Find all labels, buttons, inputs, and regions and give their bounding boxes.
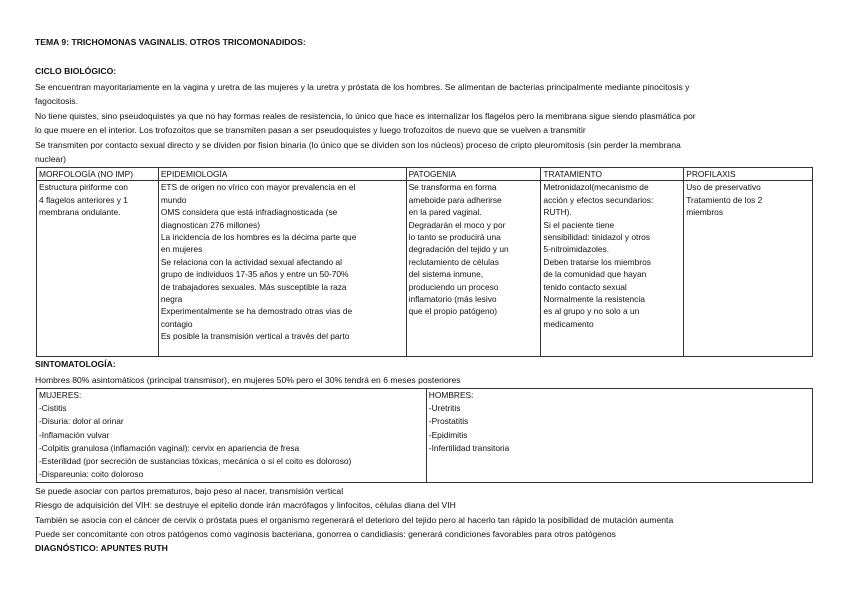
cell-line: 5-nitroimidazoles.	[543, 244, 610, 255]
cell-line: 4 flagelos anteriores y 1	[39, 194, 128, 205]
cell-line: sensibilidad: tinidazol y otros	[543, 232, 651, 243]
cell-line: Se transforma en forma	[408, 182, 497, 193]
symptom-item: -Epidimitis	[428, 429, 468, 440]
cell-line: tenido contacto sexual	[543, 281, 627, 292]
cell-line: ETS de origen no vírico con mayor prevalencia en el	[160, 182, 356, 193]
cell-line: inflamatorio (más lesivo	[408, 294, 497, 305]
header-profilaxis: PROFILAXIS	[684, 168, 813, 181]
cell-line: del sistema inmune,	[408, 269, 484, 280]
cell-line: ameboide para adherirse	[408, 194, 502, 205]
ciclo-paragraph-line: Se transmiten por contacto sexual directo y se dividen por fision binaria (lo único que se dividen son los núcleos) proceso de cripto pleuromitosis (sin perder la membrana	[35, 140, 681, 150]
cell-line: diagnostican 276 millones)	[160, 219, 261, 230]
symptom-item: -Esterilidad (por secreción de sustancias tóxicas, mecánica o si el coito es doloroso)	[39, 456, 352, 467]
cell-tratamiento	[541, 181, 684, 357]
symptom-item: -Uretritis	[428, 403, 461, 414]
cell-line: es al grupo y no solo a un	[543, 306, 640, 317]
cell-line: de la comunidad que hayan	[543, 269, 647, 280]
cell-line: contagio	[160, 318, 193, 329]
cell-line: en la pared vaginal.	[408, 207, 482, 218]
symptom-item: -Inflamación vulvar	[39, 429, 110, 440]
sintomatologia-intro: Hombres 80% asintomáticos (principal transmisor), en mujeres 50% pero el 30% tendrá en 6 meses posteriores	[35, 375, 461, 385]
cell-patogenia	[406, 181, 541, 357]
mujeres-title: MUJERES:	[39, 390, 82, 400]
main-table-body-row	[37, 181, 813, 357]
ciclo-heading: CICLO BIOLÓGICO:	[35, 66, 117, 76]
sintomatologia-heading: SINTOMATOLOGÍA:	[35, 359, 116, 369]
cell-line: OMS considera que está infradiagnosticada (se	[160, 207, 338, 218]
cell-line: produciendo un proceso	[408, 281, 499, 292]
cell-epidemiologia	[158, 181, 406, 357]
cell-line: en mujeres	[160, 244, 203, 255]
cell-line: Normalmente la resistencia	[543, 294, 645, 305]
cell-line: Estructura piriforme con	[39, 182, 128, 193]
cell-morfologia	[37, 181, 159, 357]
hombres-title: HOMBRES:	[428, 390, 474, 400]
cell-line: Se relaciona con la actividad sexual afectando al	[160, 256, 342, 267]
symptom-item: -Colpitis granulosa (inflamación vaginal): cervix en apariencia de fresa	[39, 442, 300, 453]
cell-line: Deben tratarse los miembros	[543, 256, 651, 267]
main-table-header-row	[37, 168, 813, 181]
cell-line: membrana ondulante.	[39, 207, 121, 218]
cell-hombres	[426, 389, 812, 483]
cell-line: RUTH).	[543, 207, 572, 218]
main-table	[36, 167, 813, 357]
cell-line: que el propio patógeno)	[408, 306, 498, 317]
note-line: También se asocia con el cáncer de cervix o próstata pues el organismo regenerará el deterioro del tejido pero al hacerlo tan rápido la posibilidad de mutación aumenta	[35, 515, 674, 525]
document-title: TEMA 9: TRICHOMONAS VAGINALIS. OTROS TRICOMONADIDOS:	[35, 37, 306, 47]
ciclo-paragraph-line: fagocitosis.	[35, 96, 78, 106]
cell-line: de trabajadores sexuales. Más susceptible la raza	[160, 281, 347, 292]
cell-line: lo tanto se producirá una	[408, 232, 501, 243]
cell-line: Tratamiento de los 2	[686, 194, 763, 205]
symptom-item: -Prostatitis	[428, 416, 469, 427]
diagnostico-heading: DIAGNÓSTICO: APUNTES RUTH	[35, 543, 168, 553]
ciclo-paragraph-line: Se encuentran mayoritariamente en la vagina y uretra de las mujeres y la uretra y próstata de los hombres. Se alimentan de bacterias principalmente mediante pinocitosis y	[35, 82, 690, 92]
ciclo-paragraph-line: nuclear)	[35, 154, 67, 164]
header-epidemiologia: EPIDEMIOLOGÍA	[158, 168, 406, 181]
cell-mujeres	[37, 389, 427, 483]
cell-line: acción y efectos secundarios:	[543, 194, 654, 205]
header-morfologia: MORFOLOGÍA (NO IMP)	[37, 168, 159, 181]
ciclo-paragraph-line: lo que muere en el interior. Los trofozoitos que se transmiten pasan a ser pseudoquistes y luego trofozoitos de nuevo que se vuelven a transmitir	[35, 125, 586, 135]
cell-profilaxis	[684, 181, 813, 357]
symptoms-table	[36, 388, 813, 483]
cell-line: medicamento	[543, 318, 594, 329]
cell-line: Si el paciente tiene	[543, 219, 615, 230]
header-tratamiento: TRATAMIENTO	[541, 168, 684, 181]
cell-line: mundo	[160, 194, 187, 205]
note-line: Puede ser concomitante con otros patógenos como vaginosis bacteriana, gonorrea o candidiasis: generará condiciones favorables para otros patógenos	[35, 529, 616, 539]
cell-line: Experimentalmente se ha demostrado otras vias de	[160, 306, 353, 317]
cell-line: degradación del tejido y un	[408, 244, 509, 255]
cell-line: reclutamiento de células	[408, 256, 499, 267]
cell-line: Degradarán el moco y por	[408, 219, 506, 230]
symptom-item: -Disuria: dolor al orinar	[39, 416, 124, 427]
header-patogenia: PATOGENIA	[406, 168, 541, 181]
cell-line: La incidencia de los hombres es la décima parte que	[160, 232, 357, 243]
cell-line: Es posible la transmisión vertical a través del parto	[160, 331, 350, 342]
note-line: Se puede asociar con partos prematuros, bajo peso al nacer, transmisión vertical	[35, 486, 344, 496]
cell-line: miembros	[686, 207, 724, 218]
cell-line: Metronidazol(mecanismo de	[543, 182, 649, 193]
ciclo-paragraph-line: No tiene quistes, sino pseudoquistes ya que no hay formas reales de resistencia, lo único que hace es internalizar los flagelos pero la membrana sigue siendo plasmática por	[35, 111, 696, 121]
cell-line: negra	[160, 294, 183, 305]
cell-line: grupo de individuos 17-35 años y entre un 50-70%	[160, 269, 349, 280]
note-line: Riesgo de adquisición del VIH: se destruye el epitelio donde irán macrófagos y linfocitos, células diana del VIH	[35, 500, 456, 510]
symptoms-row	[37, 389, 813, 483]
symptom-item: -Cistitis	[39, 403, 67, 414]
symptom-item: -Dispareunia: coito doloroso	[39, 469, 144, 480]
symptom-item: -Infertilidad transitoria	[428, 442, 510, 453]
cell-line: Uso de preservativo	[686, 182, 761, 193]
